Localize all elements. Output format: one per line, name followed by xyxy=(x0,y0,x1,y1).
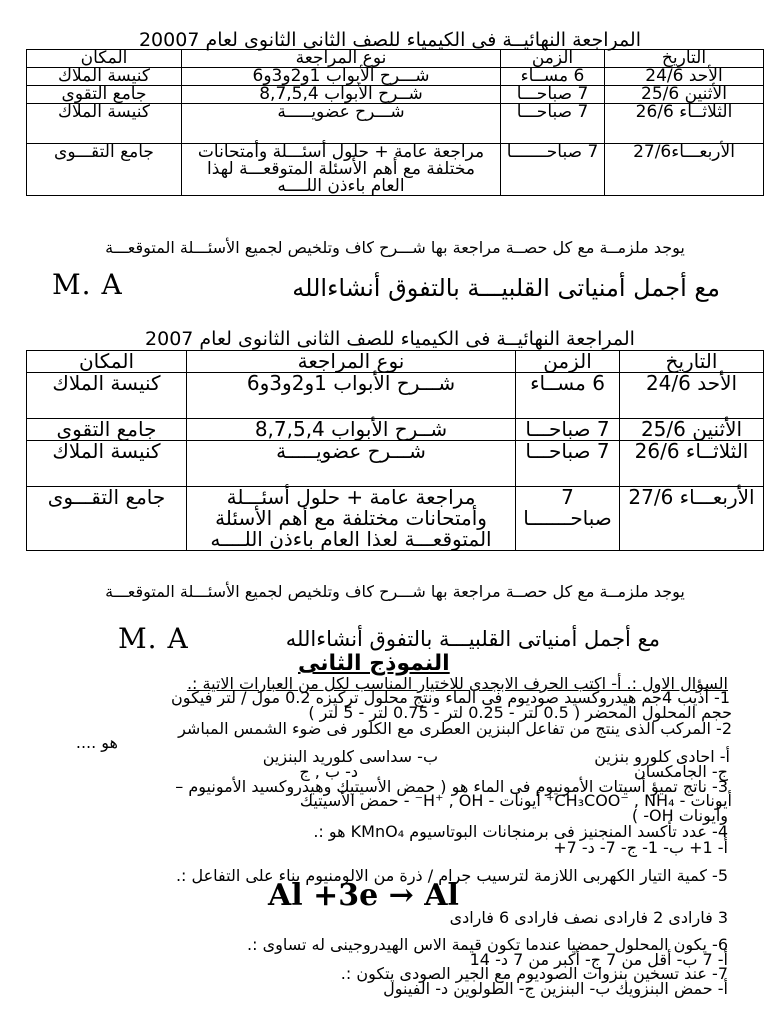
cell-place: كنيسة الملاك xyxy=(27,373,187,419)
cell-time: 6 مســاء xyxy=(516,373,620,419)
table-row xyxy=(27,487,764,551)
cell-time: 7 صباحـــا xyxy=(501,86,605,104)
header-place: المكان xyxy=(27,351,187,373)
schedule-title: المراجعة النهائيــة فى الكيمياء للصف الثانى الثانوى لعام 20007 xyxy=(138,29,642,51)
question-2-option-a: أ- احادى كلورو بنزين xyxy=(594,747,730,766)
cell-time: 6 مســاء xyxy=(501,68,605,86)
table-row xyxy=(27,86,764,104)
header-time: الزمن xyxy=(516,351,620,373)
schedule-table xyxy=(26,49,764,196)
question-2-option-c: ج- الجامكسان xyxy=(633,762,728,781)
author-initials: M. A xyxy=(118,622,189,655)
question-7-options: أ- حمض البنزويك ب- البنزين ج- الطولوين د- الفينول xyxy=(383,979,728,998)
cell-type: شـــرح عضويـــــة xyxy=(187,441,516,487)
question-7: 7- عند تسخين بنزوات الصوديوم مع الجير الصودى يتكون :. xyxy=(340,964,728,983)
table-row xyxy=(27,419,764,441)
schedule-note: يوجد ملزمــة مع كل حصــة مراجعة بها شـــرح كاف وتلخيص لجميع الأسئـــلة المتوقعـــة xyxy=(105,238,685,257)
header-type: نوع المراجعة xyxy=(182,50,501,68)
cell-date: الثلاثــاء 26/6 xyxy=(620,441,764,487)
table-row xyxy=(27,373,764,419)
cell-time: 7 صباحـــا xyxy=(516,441,620,487)
cell-time: 7 صباحـــا xyxy=(516,419,620,441)
question-2: 2- المركب الذى ينتج من تفاعل البنزين العطرى مع الكلور فى ضوء الشمس المباشر xyxy=(178,719,732,738)
cell-place: جامع التقـــوى xyxy=(27,487,187,551)
schedule-table xyxy=(26,350,764,551)
cell-date: الأحد 24/6 xyxy=(620,373,764,419)
question-4-options: أ- 1+ ب- 1- ج- 7- د- 7+ xyxy=(553,838,728,857)
header-place: المكان xyxy=(27,50,182,68)
table-row xyxy=(27,441,764,487)
exam-heading: النموذج الثانى xyxy=(298,651,450,676)
question-1: 1- أذيب 4جم هيدروكسيد صوديوم فى الماء ونتج محلول تركيزه 0.2 مول / لتر فيكون xyxy=(171,688,730,707)
table-header-row xyxy=(27,351,764,373)
question-3-end: وأيونات OH- ) xyxy=(631,806,728,825)
cell-date: الأربعـــاء27/6 xyxy=(605,144,764,196)
cell-place: جامع التقـــوى xyxy=(27,144,182,196)
signature: مع أجمل أمنياتى القلبيـــة بالتفوق أنشاءالله xyxy=(285,627,660,651)
header-date: التاريخ xyxy=(605,50,764,68)
cell-type: شـــرح الأبواب 1و2و3و6 xyxy=(182,68,501,86)
cell-time: 7 صباحـــا xyxy=(501,104,605,144)
cell-type: شــرح الأبواب 8,7,5,4 xyxy=(187,419,516,441)
cell-type: مراجعة عامة + حلول أسئـــلة وأمتحانات مختلفة مع أهم الأسئلة المتوقعـــة لهذا العام باءذن اللــــه xyxy=(182,144,501,196)
cell-type: شـــرح عضويـــــة xyxy=(182,104,501,144)
cell-type: شــرح الأبواب 8,7,5,4 xyxy=(182,86,501,104)
cell-place: كنيسة الملاك xyxy=(27,104,182,144)
cell-place: جامع التقوى xyxy=(27,86,182,104)
cell-date: الأربعـــاء 27/6 xyxy=(620,487,764,551)
question-5-options: 3 فارادى 2 فارادى نصف فارادى 6 فارادى xyxy=(449,908,728,927)
header-type: نوع المراجعة xyxy=(187,351,516,373)
question-3: 3- ناتج تميؤ أسيتات الأمونيوم فى الماء هو ( حمض الأسيتيك وهيدروكسيد الأمونيوم – xyxy=(175,777,728,796)
cell-place: كنيسة الملاك xyxy=(27,441,187,487)
signature: مع أجمل أمنياتى القلبيـــة بالتفوق أنشاءالله xyxy=(292,274,720,302)
cell-type: مراجعة عامة + حلول أسئـــلة وأمتحانات مختلفة مع أهم الأسئلة المتوقعـــة لعذا العام باءذن اللــــه xyxy=(187,487,516,551)
question-3-cont: أيونات - CH₃COO⁻ , NH₄⁺ أيونات - H⁺ , OH⁻ - حمض الأسيتيك xyxy=(299,791,732,810)
table-header-row xyxy=(27,50,764,68)
cell-place: جامع التقوى xyxy=(27,419,187,441)
question-6-options: أ- 7 ب- أقل من 7 ج- أكبر من 7 د- 14 xyxy=(469,950,728,969)
question-intro: السؤال الاول :. أ- اكتب الحرف الابجدى للاختيار المناسب لكل من العبارات الاتية :. xyxy=(186,674,728,693)
cell-date: الأثنين 25/6 xyxy=(605,86,764,104)
cell-place: كنيسة الملاك xyxy=(27,68,182,86)
header-time: الزمن xyxy=(501,50,605,68)
cell-type: شـــرح الأبواب 1و2و3و6 xyxy=(187,373,516,419)
table-row xyxy=(27,104,764,144)
question-6: 6- يكون المحلول حمضيا عندما تكون قيمة الاس الهيدروجينى له تساوى :. xyxy=(247,935,728,954)
cell-time: 7 صباحـــــــا xyxy=(516,487,620,551)
question-2-option-d: د- ب , ج xyxy=(299,762,358,781)
header-date: التاريخ xyxy=(620,351,764,373)
question-2-cont: هو .... xyxy=(75,733,118,752)
author-initials: M. A xyxy=(52,268,123,301)
question-5: 5- كمية التيار الكهربى اللازمة لترسيب جرام / ذرة من الالومنيوم بناء على التفاعل :. xyxy=(175,866,728,885)
question-1-options: حجم المحلول المحضر ( 0.5 لتر - 0.25 لتر - 0.75 لتر - 5 لتر ) xyxy=(308,703,732,722)
schedule-title: المراجعة النهائيــة فى الكيمياء للصف الثانى الثانوى لعام 2007 xyxy=(145,328,635,350)
reaction-equation: Al +3e → Al xyxy=(268,878,459,913)
cell-date: الثلاثــاء 26/6 xyxy=(605,104,764,144)
table-row xyxy=(27,68,764,86)
table-row xyxy=(27,144,764,196)
question-2-option-b: ب- سداسى كلوريد البنزين xyxy=(262,747,438,766)
question-4: 4- عدد تأكسد المنجنيز فى برمنجانات البوتاسيوم KMnO₄ هو :. xyxy=(313,822,728,841)
schedule-note: يوجد ملزمــة مع كل حصــة مراجعة بها شـــرح كاف وتلخيص لجميع الأسئـــلة المتوقعـــة xyxy=(105,582,685,601)
cell-date: الأثنين 25/6 xyxy=(620,419,764,441)
cell-time: 7 صباحـــــــا xyxy=(501,144,605,196)
cell-date: الأحد 24/6 xyxy=(605,68,764,86)
